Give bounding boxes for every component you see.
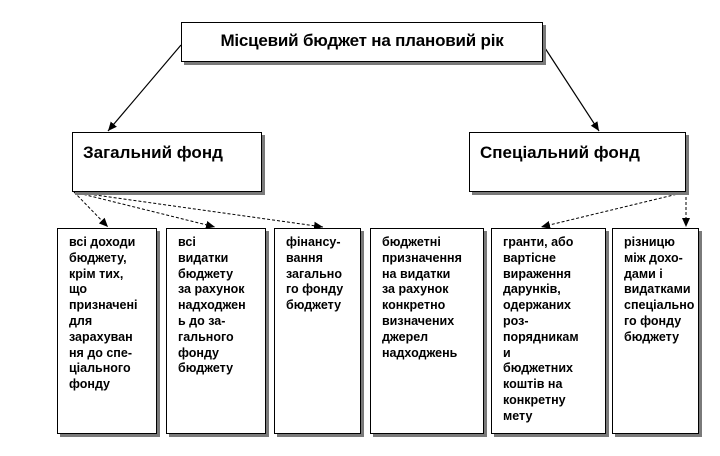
general-item-box (274, 228, 361, 434)
general-item-text: всі доходи бюджету, крім тих, що призначені для зарахуван ня до спе- ціального фонду (69, 235, 138, 392)
arrow-root-to-general (108, 45, 181, 131)
special-item-box (370, 228, 484, 434)
general-fund-box (72, 132, 262, 192)
root-title: Місцевий бюджет на плановий рік (220, 31, 504, 50)
special-fund-box (469, 132, 686, 192)
arrow-special-to-leaf-5 (541, 192, 686, 227)
special-fund-title: Спеціальний фонд (480, 143, 640, 162)
arrow-root-to-special (543, 45, 599, 131)
special-item-text: різницю між дохо- дами і видатками спеціально го фонду бюджету (624, 235, 695, 344)
special-item-text: гранти, або вартісне вираження дарунків, одержаних роз- порядникам и бюджетних коштів на конкретну мету (503, 235, 579, 423)
special-item-text: бюджетні призначення на видатки за рахунок конкретно визначених джерел надходжень (382, 235, 462, 360)
general-item-box (166, 228, 266, 434)
general-item-box (57, 228, 157, 434)
root-box (181, 22, 543, 62)
special-item-box (491, 228, 606, 434)
general-fund-title: Загальний фонд (83, 143, 223, 162)
special-item-box (612, 228, 699, 434)
arrow-general-to-leaf-2 (74, 192, 215, 227)
arrow-general-to-leaf-1 (74, 192, 108, 227)
arrow-general-to-leaf-3 (74, 192, 323, 227)
general-item-text: фінансу- вання загально го фонду бюджету (286, 235, 344, 313)
general-item-text: всі видатки бюджету за рахунок надходжен ь до за- гального фонду бюджету (178, 235, 246, 376)
